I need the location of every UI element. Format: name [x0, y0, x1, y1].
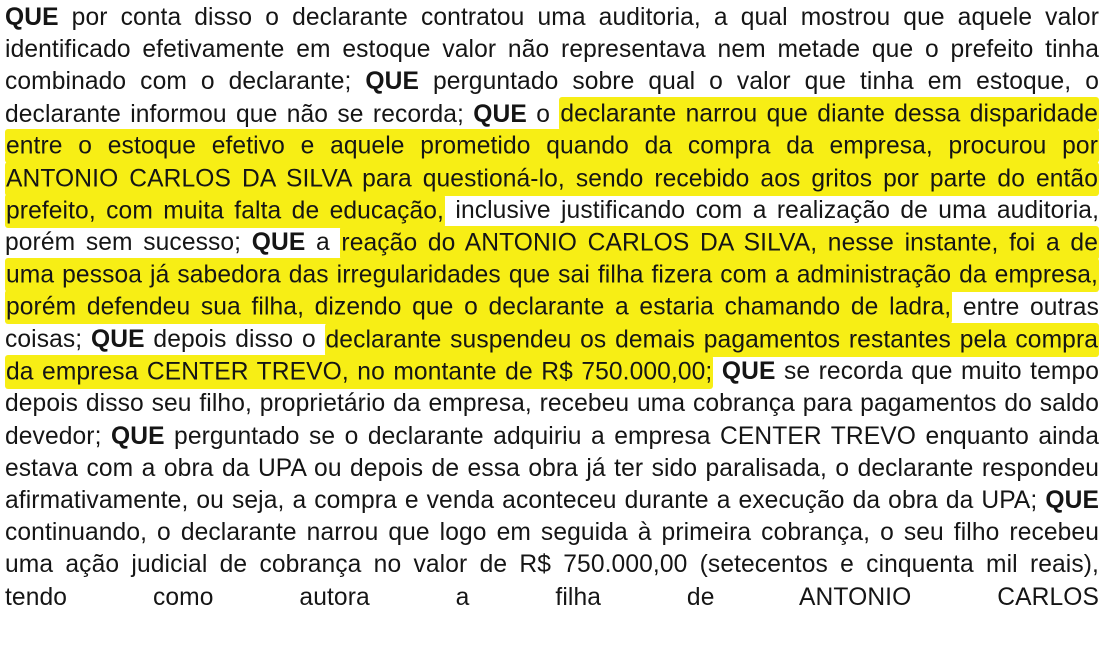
text-segment: o [526, 100, 560, 128]
highlighted-text-segment: reação do ANTONIO CARLOS DA SILVA, nesse instante, foi a de uma pessoa já sabedora das irregularidades que sai filha fizera com a administração da empresa, porém defendeu sua filha, dizendo que o declarante a estaria chamando de ladra, [5, 226, 1099, 324]
text-segment: se recorda que muito tempo depois disso seu filho, proprietário da empresa, recebeu uma cobrança para pagamentos do saldo devedor; [5, 358, 1100, 450]
text-segment: perguntado se o declarante adquiriu a empresa CENTER TREVO enquanto ainda estava com a obra da UPA ou depois de essa obra já ter sido paralisada, o declarante respondeu afirmativamente, ou seja, a compra e venda aconteceu durante a execução da obra da UPA; [5, 422, 1099, 515]
bold-que-token: QUE [110, 422, 165, 450]
text-segment: entre outras coisas; [5, 293, 1099, 354]
bold-que-token: QUE [721, 358, 776, 386]
bold-que-token: QUE [5, 4, 59, 31]
bold-que-token: QUE [91, 326, 145, 354]
text-segment: depois disso o [144, 326, 325, 354]
text-segment [713, 358, 722, 385]
text-segment: inclusive justificando com a realização de uma auditoria, porém sem sucesso; [5, 197, 1099, 257]
text-segment: a [305, 229, 341, 257]
bold-que-token: QUE [251, 229, 306, 257]
text-segment: continuando, o declarante narrou que logo em seguida à primeira cobrança, o seu filho recebeu uma ação judicial de cobrança no valor de R$ 750.000,00 (setecentos e cinquenta mil reais), tendo como autora a filha de ANTONIO CARLOS [5, 519, 1099, 611]
text-segment: por conta disso o declarante contratou uma auditoria, a qual mostrou que aquele valor identificado efetivamente em estoque valor não representava nem metade que o prefeito tinha combinado com o declarante; [5, 4, 1099, 96]
bold-que-token: QUE [1045, 487, 1099, 515]
text-segment: perguntado sobre qual o valor que tinha em estoque, o declarante informou que não se recorda; [5, 68, 1099, 128]
highlighted-text-segment: declarante suspendeu os demais pagamentos restantes pela compra da empresa CENTER TREVO, no montante de R$ 750.000,00; [5, 323, 1099, 389]
bold-que-token: QUE [365, 68, 419, 96]
bold-que-token: QUE [473, 100, 527, 128]
highlighted-text-segment: declarante narrou que diante dessa disparidade entre o estoque efetivo e aquele prometido quando da compra da empresa, procurou por ANTONIO CARLOS DA SILVA para questioná-lo, sendo recebido aos gritos por parte do então prefeito, com muita falta de educação, [5, 97, 1099, 228]
